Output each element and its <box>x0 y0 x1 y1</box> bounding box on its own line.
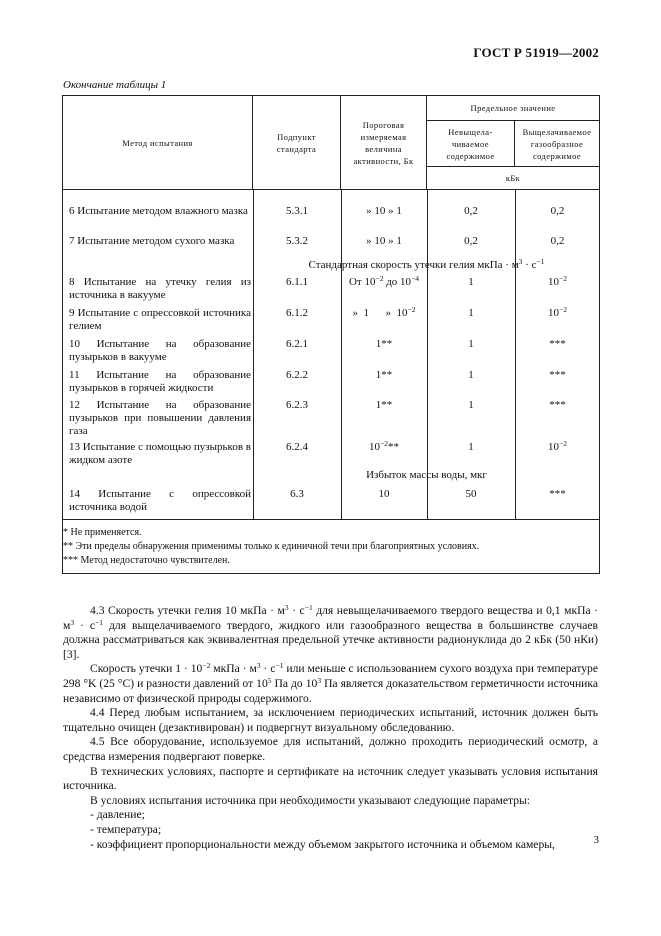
table-note-3: *** Метод недостаточно чувствителен. <box>63 554 600 574</box>
header-leachable: Выщелачиваемое газообразное содержимое <box>515 121 600 167</box>
header-limit: Предельное значение <box>427 96 600 121</box>
header-threshold: Пороговая измеряемая величина активности, Бк <box>341 96 427 190</box>
paragraph-leak-rate: Скорость утечки $1 \cdot 10^{-2}$ мкПа · $м^3 \cdot с^{-1}$ или меньше с использованием сухого воздуха при температуре 298 °K (25 °C) и разности давлений от $10^5$ Па до $10^3$ Па является доказательством герметичности источника независимо от физической природы содержимого. <box>63 661 598 705</box>
header-nonleachable: Невыщела-чиваемое содержимое <box>427 121 515 167</box>
paragraph-4-5: 4.5 Все оборудование, используемое для испытаний, должно проходить периодический осмотр, а средства измерения подвергают поверке. <box>63 735 598 763</box>
span-water-mass: Избыток массы воды, мкг <box>366 469 487 481</box>
paragraph-4-3: 4.3 Скорость утечки гелия 10 мкПа · $м^3 \cdot с^{-1}$ для невыщелачиваемого твердого вещества и 0,1 мкПа · $м^3 \cdot с^{-1}$ для выщелачиваемого твердого, жидкого или газообразного вещества в большинстве случаев должна рассматриваться как эквивалентная предельной утечке активности радионуклида до 2 кБк (50 нКи) [3]. <box>63 603 599 661</box>
paragraph-4-4: 4.4 Перед любым испытанием, за исключением периодических испытаний, источник должен быть тщательно очищен (дезактивирован) и подвергнут визуальному обследованию. <box>63 706 598 734</box>
table-body: 6 Испытание методом влажного мазка 5.3.1 » 10 » 1 0,2 0,2 7 Испытание методом сухого мазка 5.3.2 » 10 » 1 0,2 0,2 Стандартная скорость утечки гелия мкПа · $м^3 \cdot с^{-1}$ 8 Испытание на утечку гелия из источника в вакууме 6.1.1 От $10^{-2}$ до $10^{-4}$ 1 $10^{-2}$ 9 Испытание с опрессовкой источника гелием 6.1.2 » 1 » $10^{-2}$ 1 $10^{-2}$ 10 Испытание на образование пузырьков в вакууме 6.2.1 1** 1 *** 11 Испытание на образование пузырьков в горячей жидкости 6.2.2 1** 1 *** 12 Испытание на образование пузырьков при повышении давления газа 6.2.3 1** 1 *** 13 Испытание с помощью пузырьков в жидком азоте 6.2.4 $10^{-2}**$ 1 $10^{-2}$ Избыток массы воды, мкг 14 Испытание с опрессовкой источника водой 6.3 10 50 *** <box>63 190 599 519</box>
table-note-2: ** Эти пределы обнаружения применимы только к единичной течи при благоприятных условиях. <box>63 540 600 554</box>
body-text <box>63 604 598 852</box>
page-number: 3 <box>593 834 599 846</box>
header-clause: Подпункт стандарта <box>253 96 341 190</box>
paragraph-parameters: В условиях испытания источника при необходимости указывают следующие параметры: <box>90 793 531 807</box>
test-methods-table <box>62 95 600 574</box>
table-note-1: * Не применяется. <box>63 520 600 541</box>
header-method: Метод испытания <box>63 96 253 190</box>
document-header: ГОСТ Р 51919—2002 <box>473 45 599 60</box>
header-unit-kbq: кБк <box>427 167 600 190</box>
list-item: - давление; <box>90 808 145 822</box>
span-helium-leak-rate: Стандартная скорость утечки гелия мкПа · $м^3 \cdot с^{-1}$ <box>308 257 545 271</box>
table-caption: Окончание таблицы 1 <box>63 79 167 91</box>
list-item: - коэффициент пропорциональности между объемом закрытого источника и объемом камеры, <box>90 837 555 851</box>
list-item: - температура; <box>90 822 162 836</box>
paragraph-tech-conditions: В технических условиях, паспорте и сертификате на источник следует указывать условия испытания источника. <box>63 764 598 793</box>
